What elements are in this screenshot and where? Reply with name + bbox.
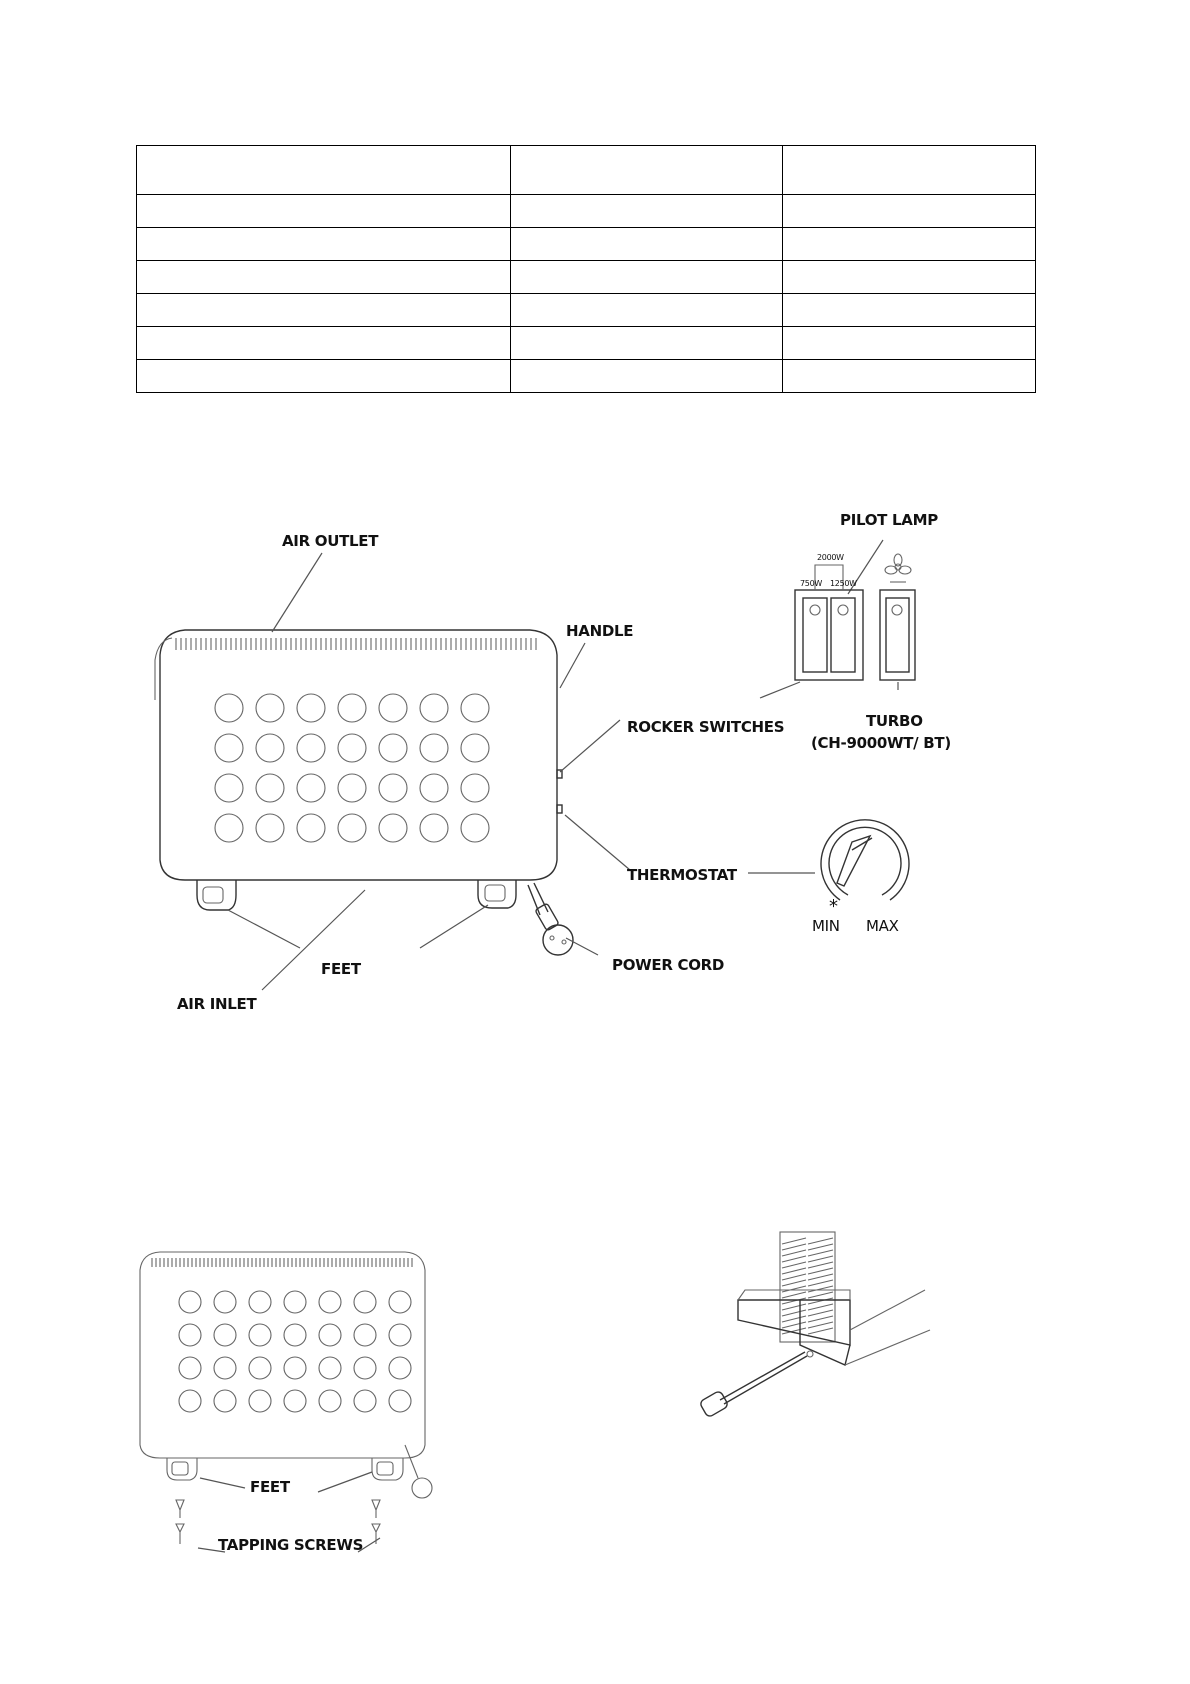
hatch-line [808,1310,833,1316]
vent-hole [354,1324,376,1346]
label-max: MAX [866,917,899,935]
hatch-line [782,1262,806,1268]
vent-hole [354,1357,376,1379]
vent-hole [249,1324,271,1346]
hatch-line [808,1304,833,1310]
vent-hole [319,1357,341,1379]
vent-hole [319,1390,341,1412]
label-thermostat: THERMOSTAT [627,866,737,884]
vent-hole [179,1390,201,1412]
vent-hole [297,734,325,762]
vent-hole [284,1291,306,1313]
hatch-line [782,1304,806,1310]
hatch-line [808,1238,833,1244]
vent-hole [461,774,489,802]
vent-hole [249,1291,271,1313]
label-watt-low: 750W [800,579,822,588]
vent-hole [461,694,489,722]
vent-hole [249,1357,271,1379]
label-handle: HANDLE [566,622,634,640]
heater-body-illustration [155,630,573,955]
vent-hole [461,734,489,762]
label-feet-install: FEET [250,1478,290,1496]
vent-hole [256,814,284,842]
feet-installation-illustration [140,1252,432,1552]
hatch-line [808,1250,833,1256]
hatch-line [808,1328,833,1334]
hatch-line [808,1316,833,1322]
vent-hole [389,1291,411,1313]
vent-hole [379,814,407,842]
vent-hole [284,1324,306,1346]
vent-hole [215,694,243,722]
hatch-line [808,1280,833,1286]
vent-hole [179,1324,201,1346]
vent-hole [389,1390,411,1412]
hatch-line [782,1280,806,1286]
label-feet: FEET [321,960,361,978]
vent-hole [338,774,366,802]
vent-hole [249,1390,271,1412]
vent-hole [215,734,243,762]
hatch-line [782,1274,806,1280]
hatch-line [808,1322,833,1328]
vent-hole [284,1357,306,1379]
hatch-line [782,1322,806,1328]
vent-hole [256,694,284,722]
hatch-line [782,1268,806,1274]
vent-hole [379,734,407,762]
vent-hole [256,774,284,802]
hatch-line [808,1292,833,1298]
vent-hole [215,814,243,842]
label-turbo-model: (CH-9000WT/ BT) [811,734,951,752]
label-watt-high: 1250W [830,579,857,588]
hatch-line [808,1286,833,1292]
vent-hole [379,774,407,802]
vent-hole [215,774,243,802]
hatch-line [782,1256,806,1262]
hatch-line [808,1274,833,1280]
label-tapping-screws: TAPPING SCREWS [218,1536,364,1554]
vent-hole [214,1390,236,1412]
hatch-line [782,1244,806,1250]
hatch-line [808,1262,833,1268]
fan-icon [885,554,911,582]
vent-hole [297,774,325,802]
vent-hole [389,1357,411,1379]
hatch-line [782,1310,806,1316]
vent-hole [461,814,489,842]
hatch-line [808,1268,833,1274]
thermostat-dial-illustration [821,820,909,900]
vent-hole [297,814,325,842]
hatch-line [808,1244,833,1250]
hatch-line [808,1256,833,1262]
label-min-mark: * [829,896,838,917]
vent-hole [214,1324,236,1346]
label-min: MIN [812,917,840,935]
hatch-line [782,1292,806,1298]
vent-hole [338,814,366,842]
hatch-line [808,1298,833,1304]
label-pilot-lamp: PILOT LAMP [840,511,938,529]
vent-hole [179,1291,201,1313]
hatch-line [782,1316,806,1322]
vent-hole [354,1390,376,1412]
vent-hole [354,1291,376,1313]
vent-hole [389,1324,411,1346]
vent-hole [338,694,366,722]
vent-hole [319,1324,341,1346]
vent-hole [297,694,325,722]
label-air-inlet: AIR INLET [177,995,257,1013]
label-watt-total: 2000W [817,553,844,562]
vent-hole [420,774,448,802]
label-turbo: TURBO [866,712,923,730]
vent-hole [214,1291,236,1313]
hatch-line [782,1298,806,1304]
vent-hole [284,1390,306,1412]
vent-hole [179,1357,201,1379]
vent-hole [420,694,448,722]
vent-hole [420,814,448,842]
vent-hole [256,734,284,762]
screwdriver-illustration [699,1232,930,1418]
vent-hole [338,734,366,762]
leader-lines [228,540,898,990]
vent-hole [379,694,407,722]
vent-hole [420,734,448,762]
vent-hole [214,1357,236,1379]
vent-hole [319,1291,341,1313]
label-air-outlet: AIR OUTLET [282,532,379,550]
hatch-line [782,1238,806,1244]
label-power-cord: POWER CORD [612,956,725,974]
hatch-line [782,1286,806,1292]
label-rocker-switches: ROCKER SWITCHES [627,718,785,736]
hatch-line [782,1250,806,1256]
